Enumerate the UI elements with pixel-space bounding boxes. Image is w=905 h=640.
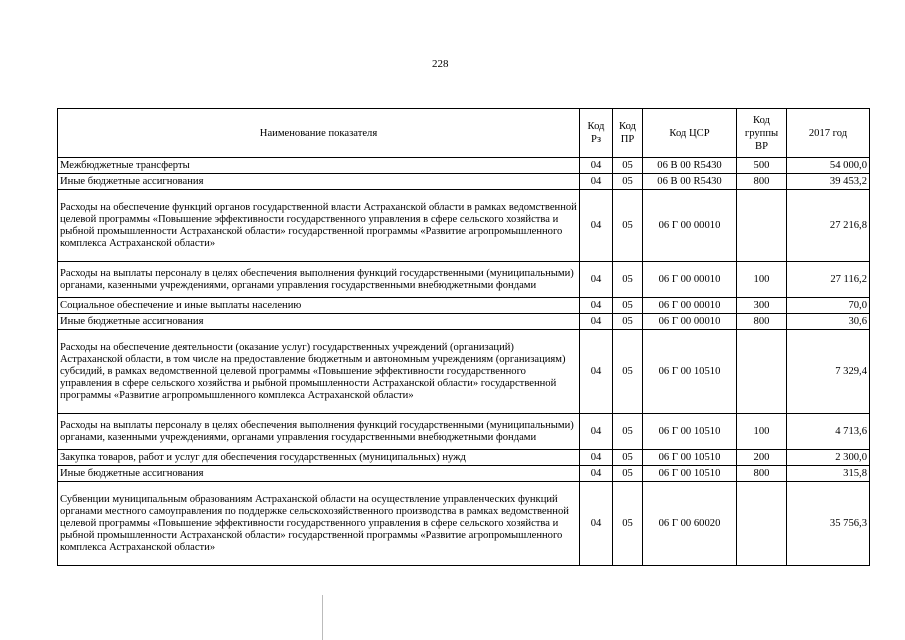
row-sum: 54 000,0: [787, 158, 870, 174]
row-sum: 35 756,3: [787, 482, 870, 566]
table-header: [58, 109, 870, 158]
row-name: Социальное обеспечение и иные выплаты населению: [58, 298, 580, 314]
row-sum: 39 453,2: [787, 174, 870, 190]
row-sum: 70,0: [787, 298, 870, 314]
row-pr: 05: [613, 158, 643, 174]
row-csr: 06 Г 00 00010: [643, 262, 737, 298]
row-name: Расходы на обеспечение функций органов государственной власти Астраханской области в рамках ведомственной целевой программы «Повышение эффективности государственного управления в сфере сельского хозяйства и рыбной промышленности Астраханской области» государственной программы «Развитие агропромышленного комплекса Астраханской области»: [58, 190, 580, 262]
row-pr: 05: [613, 298, 643, 314]
row-csr: 06 В 00 R5430: [643, 174, 737, 190]
row-sum: 27 116,2: [787, 262, 870, 298]
table-row: [58, 482, 870, 566]
table-row: [58, 190, 870, 262]
row-pr: 05: [613, 482, 643, 566]
row-rz: 04: [580, 158, 613, 174]
row-pr: 05: [613, 174, 643, 190]
row-name: Межбюджетные трансферты: [58, 158, 580, 174]
table-row: [58, 466, 870, 482]
row-vr: 800: [737, 314, 787, 330]
row-rz: 04: [580, 262, 613, 298]
row-rz: 04: [580, 174, 613, 190]
row-pr: 05: [613, 262, 643, 298]
row-rz: 04: [580, 466, 613, 482]
row-vr: 100: [737, 262, 787, 298]
row-vr: 800: [737, 174, 787, 190]
table-row: [58, 174, 870, 190]
row-vr: [737, 482, 787, 566]
row-name: Субвенции муниципальным образованиям Астраханской области на осуществление управленческих функций органами местного самоуправления по поддержке сельскохозяйственного производства в рамках ведомственной целевой программы «Повышение эффективности государственного управления в сфере сельского хозяйства и рыбной промышленности Астраханской области» государственной программы «Развитие агропромышленного комплекса Астраханской области»: [58, 482, 580, 566]
row-rz: 04: [580, 414, 613, 450]
row-rz: 04: [580, 330, 613, 414]
row-sum: 2 300,0: [787, 450, 870, 466]
row-vr: 800: [737, 466, 787, 482]
row-name: Иные бюджетные ассигнования: [58, 314, 580, 330]
row-vr: 500: [737, 158, 787, 174]
row-pr: 05: [613, 450, 643, 466]
row-csr: 06 Г 00 10510: [643, 414, 737, 450]
header-name: Наименование показателя: [58, 109, 580, 158]
row-rz: 04: [580, 314, 613, 330]
budget-table: [57, 108, 870, 566]
row-pr: 05: [613, 314, 643, 330]
row-name: Расходы на обеспечение деятельности (оказание услуг) государственных учреждений (организаций) Астраханской области, в том числе на предоставление бюджетным и автономным учреждениям (организациям) субсидий, в рамках ведомственной целевой программы «Повышение эффективности государственного управления в сфере сельского хозяйства и рыбной промышленности Астраханской области» государственной программы «Развитие агропромышленного комплекса Астраханской области»: [58, 330, 580, 414]
table-row: [58, 314, 870, 330]
table-row: [58, 298, 870, 314]
row-rz: 04: [580, 482, 613, 566]
row-csr: 06 Г 00 10510: [643, 450, 737, 466]
row-rz: 04: [580, 298, 613, 314]
row-vr: [737, 330, 787, 414]
row-csr: 06 Г 00 00010: [643, 298, 737, 314]
table-row: [58, 414, 870, 450]
row-vr: [737, 190, 787, 262]
header-rz: Код Рз: [580, 109, 613, 158]
row-pr: 05: [613, 466, 643, 482]
row-vr: 200: [737, 450, 787, 466]
header-vr: Код группы ВР: [737, 109, 787, 158]
header-pr: Код ПР: [613, 109, 643, 158]
row-name: Иные бюджетные ассигнования: [58, 174, 580, 190]
table-row: [58, 262, 870, 298]
row-name: Расходы на выплаты персоналу в целях обеспечения выполнения функций государственными (муниципальными) органами, казенными учреждениями, органами управления государственными внебюджетными фондами: [58, 414, 580, 450]
header-csr: Код ЦСР: [643, 109, 737, 158]
row-sum: 315,8: [787, 466, 870, 482]
row-sum: 7 329,4: [787, 330, 870, 414]
table-row: [58, 158, 870, 174]
row-csr: 06 Г 00 60020: [643, 482, 737, 566]
row-rz: 04: [580, 190, 613, 262]
row-name: Закупка товаров, работ и услуг для обеспечения государственных (муниципальных) нужд: [58, 450, 580, 466]
row-pr: 05: [613, 190, 643, 262]
table-row: [58, 450, 870, 466]
row-csr: 06 Г 00 10510: [643, 330, 737, 414]
row-csr: 06 Г 00 00010: [643, 314, 737, 330]
row-pr: 05: [613, 330, 643, 414]
row-name: Расходы на выплаты персоналу в целях обеспечения выполнения функций государственными (муниципальными) органами, казенными учреждениями, органами управления государственными внебюджетными фондами: [58, 262, 580, 298]
row-sum: 30,6: [787, 314, 870, 330]
row-name: Иные бюджетные ассигнования: [58, 466, 580, 482]
row-vr: 100: [737, 414, 787, 450]
row-sum: 4 713,6: [787, 414, 870, 450]
header-sum: 2017 год: [787, 109, 870, 158]
row-pr: 05: [613, 414, 643, 450]
page-number: 228: [432, 58, 449, 70]
table-row: [58, 330, 870, 414]
row-rz: 04: [580, 450, 613, 466]
row-csr: 06 В 00 R5430: [643, 158, 737, 174]
row-sum: 27 216,8: [787, 190, 870, 262]
row-vr: 300: [737, 298, 787, 314]
row-csr: 06 Г 00 00010: [643, 190, 737, 262]
scan-fold-line: [322, 595, 323, 640]
row-csr: 06 Г 00 10510: [643, 466, 737, 482]
